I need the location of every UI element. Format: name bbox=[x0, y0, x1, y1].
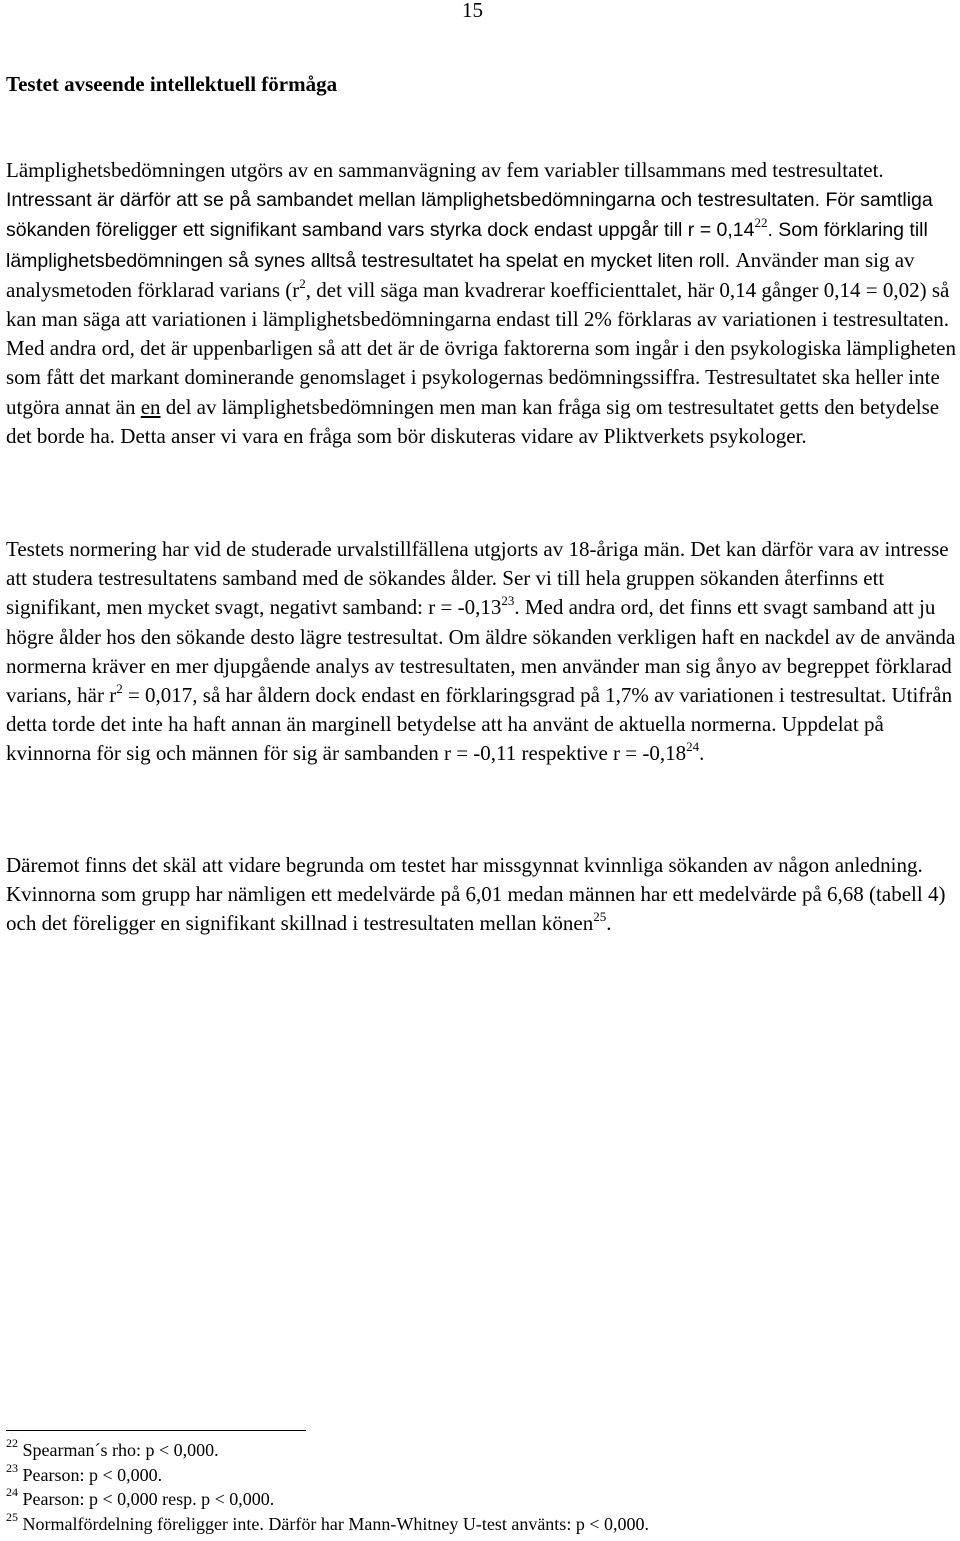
text-segment: . Som förklaring till lämplighetsbedömningen så synes alltså testresultatet ha spelat en mycket liten roll. bbox=[6, 219, 928, 272]
footnote-text: Pearson: p < 0,000. bbox=[18, 1464, 163, 1485]
text-segment: Testets normering har vid de studerade urvalstillfällena utgjorts av 18-åriga män. Det kan därför vara av intresse att studera testresultatens samband med de sökandes ålder. Ser vi till hela gruppen sökanden återfinns ett signifikant, men mycket svagt, negativt samband: r = -0,13 bbox=[6, 537, 949, 620]
text-segment: Lämplighetsbedömningen utgörs av en sammanvägning av fem variabler tillsammans med testresultatet. bbox=[6, 158, 884, 182]
footnote-number: 23 bbox=[6, 1460, 18, 1475]
footnote-number: 24 bbox=[6, 1485, 18, 1499]
text-segment: Använder man sig av analysmetoden förklarad varians (r bbox=[6, 247, 915, 302]
footnote-text: Normalfördelning föreligger inte. Därför har Mann-Whitney U-test använts: p < 0,000. bbox=[18, 1513, 649, 1534]
section-heading: Testet avseende intellektuell förmåga bbox=[6, 72, 338, 96]
text-segment: Däremot finns det skäl att vidare begrunda om testet har missgynnat kvinnliga sökanden av någon anledning. Kvinnorna som grupp har nämligen ett medelvärde på 6,01 medan männen har ett medelvärde på 6,68 (tabell 4) och det föreligger en signifikant skillnad i testresultaten mellan könen bbox=[6, 853, 946, 936]
text-segment: , det vill säga man kvadrerar koefficienttalet, här 0,14 gånger 0,14 = 0,02) så kan man säga att variationen i lämplighetsbedömningarna endast till 2% förklaras av variationen i testresultaten. Med andra ord, det är uppenbarligen så att det är de övriga faktorerna som ingår i den psykologiska lämpligheten som fått det markant dominerande genomslaget i psykologernas bedömningssiffra. Testresultatet ska heller inte utgöra annat än bbox=[6, 277, 956, 419]
text-segment: = 0,017, så har åldern dock endast en förklaringsgrad på 1,7% av variationen i testresultat. Utifrån detta torde det inte ha haft annan än marginell betydelse att ha använt de aktuella normerna. Uppdelat på kvinnorna för sig och männen för sig är sambanden r = -0,11 respektive r = -0,18 bbox=[6, 683, 953, 766]
text-segment: . bbox=[699, 741, 705, 766]
footnotes bbox=[6, 1438, 956, 1536]
superscript: 2 bbox=[299, 275, 306, 291]
page-number: 15 bbox=[462, 0, 483, 22]
footnote-text: Pearson: p < 0,000 resp. p < 0,000. bbox=[18, 1489, 275, 1509]
footnote-number: 22 bbox=[6, 1436, 18, 1450]
footnote-item bbox=[6, 1438, 956, 1463]
text-segment: Intressant är därför att se på sambandet mellan lämplighetsbedömningarna och testresultaten. För samtliga sökanden föreligger ett signifikant samband vars styrka dock endast uppgår till r = 0,14 bbox=[6, 189, 933, 242]
footnote-ref: 23 bbox=[501, 593, 515, 609]
footnote-item bbox=[6, 1509, 956, 1537]
text-segment: . bbox=[606, 911, 612, 936]
paragraph-1 bbox=[6, 156, 956, 451]
paragraph-2 bbox=[6, 535, 956, 769]
footnote-item bbox=[6, 1460, 956, 1488]
footnote-item bbox=[6, 1487, 956, 1512]
superscript: 2 bbox=[116, 681, 123, 697]
footnote-number: 25 bbox=[6, 1509, 18, 1524]
footnote-text: Spearman´s rho: p < 0,000. bbox=[18, 1440, 219, 1460]
footnote-ref: 22 bbox=[754, 215, 768, 231]
footnote-ref: 24 bbox=[686, 739, 700, 755]
footnote-separator bbox=[6, 1430, 306, 1431]
footnote-ref: 25 bbox=[593, 909, 607, 925]
paragraph-3 bbox=[6, 851, 956, 939]
text-segment: del av lämplighetsbedömningen men man kan fråga sig om testresultatet getts den betydelse det borde ha. Detta anser vi vara en fråga som bör diskuteras vidare av Pliktverkets psykologer. bbox=[6, 394, 940, 448]
text-segment: . Med andra ord, det finns ett svagt samband att ju högre ålder hos den sökande desto lägre testresultat. Om äldre sökanden verkligen haft en nackdel av de använda normerna kräver en mer djupgående analys av testresultaten, men använder man sig ånyo av begreppet förklarad varians, här r bbox=[6, 595, 956, 708]
emphasis: en bbox=[140, 394, 161, 419]
